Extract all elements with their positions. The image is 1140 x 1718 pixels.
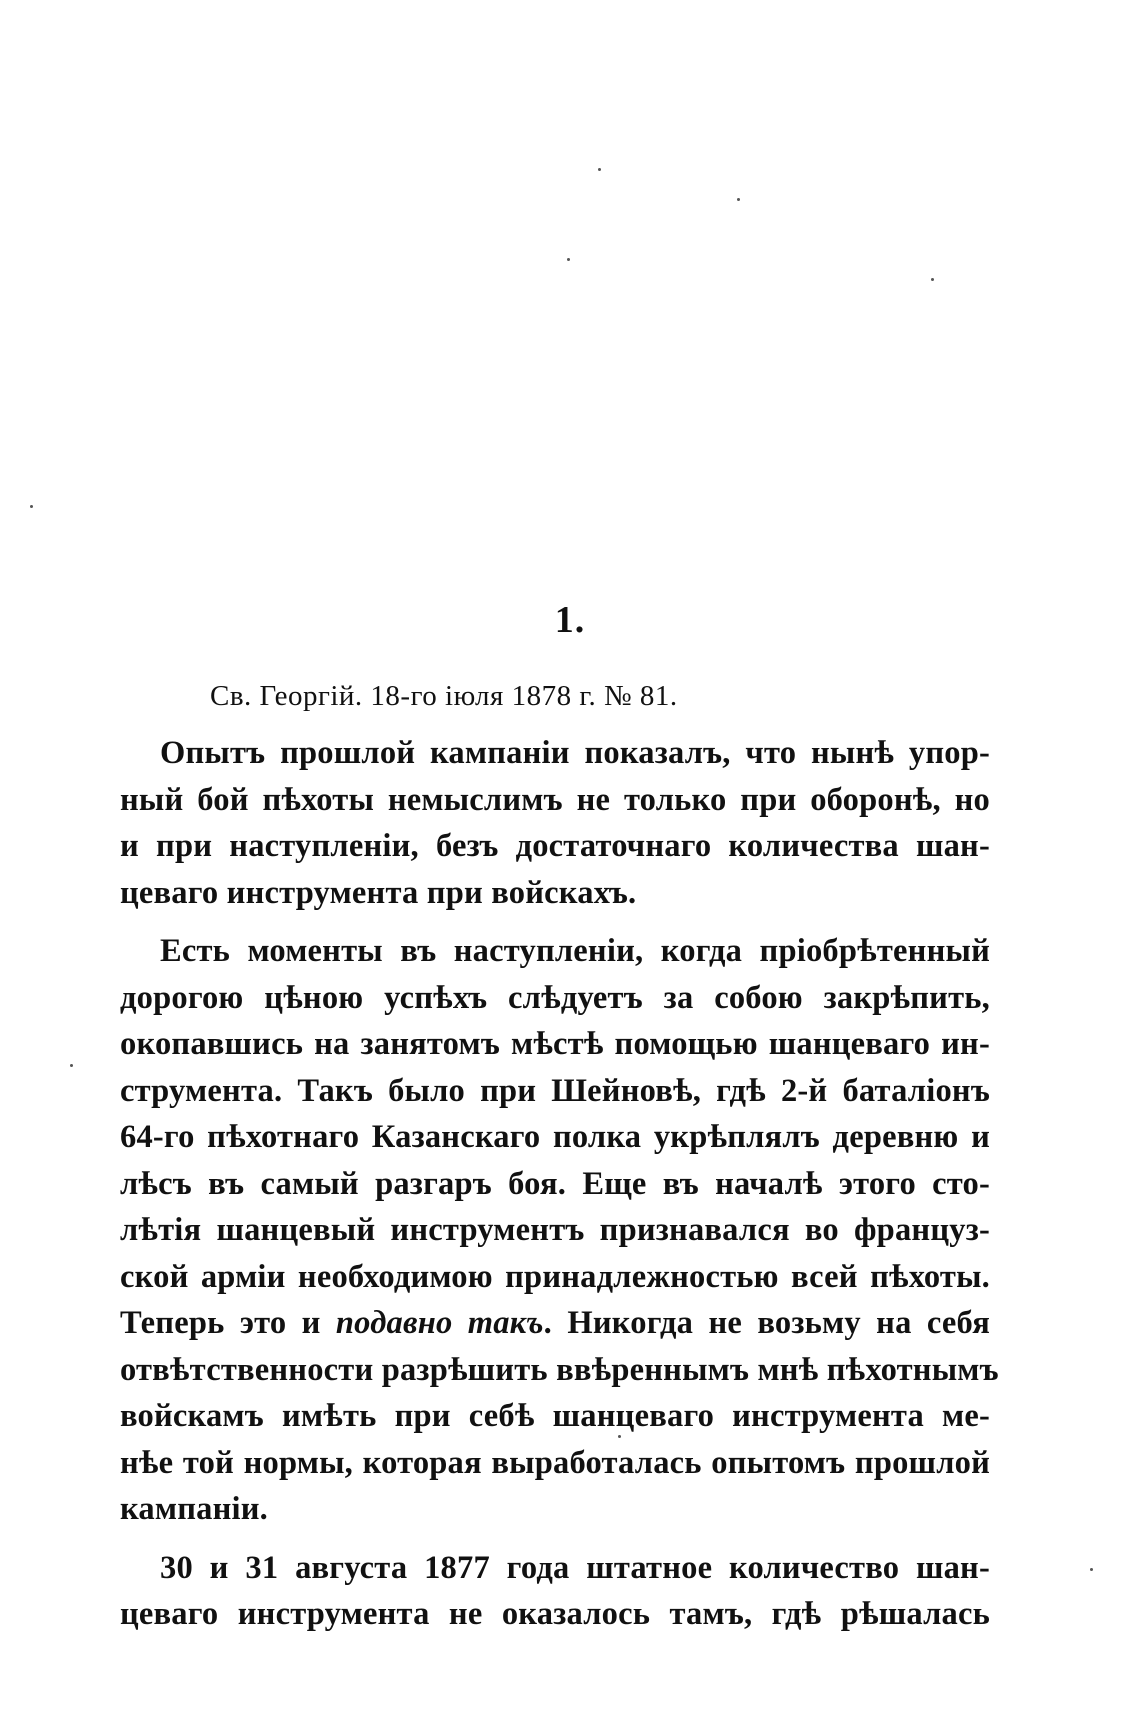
- text-line: ской арміи необходимою принадлежностью всей пѣхоты.: [120, 1258, 990, 1295]
- print-speck: [598, 168, 601, 171]
- text-line: лѣтія шанцевый инструментъ признавался во француз-: [120, 1212, 990, 1248]
- text-line: цеваго инструмента при войскахъ.: [120, 874, 637, 911]
- print-speck: [30, 505, 33, 508]
- text-line: и при наступленіи, безъ достаточнаго количества шан-: [120, 828, 990, 864]
- text-line: Опытъ прошлой кампаніи показалъ, что нынѣ упор-: [160, 735, 990, 771]
- text-run: . Никогда не возьму на себя: [543, 1305, 990, 1341]
- text-line: ный бой пѣхоты немыслимъ не только при оборонѣ, но: [120, 781, 990, 818]
- text-line: 30 и 31 августа 1877 года штатное количество шан-: [160, 1549, 990, 1586]
- text-line: 64-го пѣхотнаго Казанскаго полка укрѣплялъ деревню и: [120, 1119, 990, 1155]
- paragraph-1: [120, 730, 990, 916]
- text-run: Теперь это и: [120, 1305, 336, 1341]
- dateline: Св. Георгій. 18-го іюля 1878 г. № 81.: [210, 680, 678, 712]
- text-line: окопавшись на занятомъ мѣстѣ помощью шанцеваго ин-: [120, 1026, 990, 1062]
- text-line: дорогою цѣною успѣхъ слѣдуетъ за собою закрѣпить,: [120, 979, 990, 1016]
- text-line: Есть моменты въ наступленіи, когда пріобрѣтенный: [160, 933, 990, 969]
- text-line: нѣе той нормы, которая выработалась опытомъ прошлой: [120, 1444, 990, 1481]
- text-line: войскамъ имѣть при себѣ шанцеваго инструмента ме-: [120, 1398, 990, 1434]
- text-line: отвѣтственности разрѣшить ввѣреннымъ мнѣ пѣхотнымъ: [120, 1351, 999, 1388]
- text-line: кампаніи.: [120, 1491, 269, 1527]
- text-line-emphasis: [120, 1300, 990, 1347]
- text-line: струмента. Такъ было при Шейновѣ, гдѣ 2-й баталіонъ: [120, 1072, 990, 1109]
- text-line: цеваго инструмента не оказалось тамъ, гдѣ рѣшалась: [120, 1596, 990, 1632]
- body-text: [120, 730, 999, 1638]
- italic-emphasis: подавно такъ: [335, 1305, 544, 1341]
- text-line: лѣсъ въ самый разгаръ боя. Еще въ началѣ этого сто-: [120, 1165, 990, 1202]
- print-speck: [737, 198, 740, 201]
- paragraph-3: [120, 1545, 990, 1638]
- print-speck: [567, 258, 570, 261]
- section-number: 1.: [554, 599, 586, 641]
- print-speck: [70, 1064, 73, 1067]
- print-speck: [1090, 1568, 1093, 1571]
- paragraph-2: [120, 928, 999, 1533]
- print-speck: [931, 278, 934, 281]
